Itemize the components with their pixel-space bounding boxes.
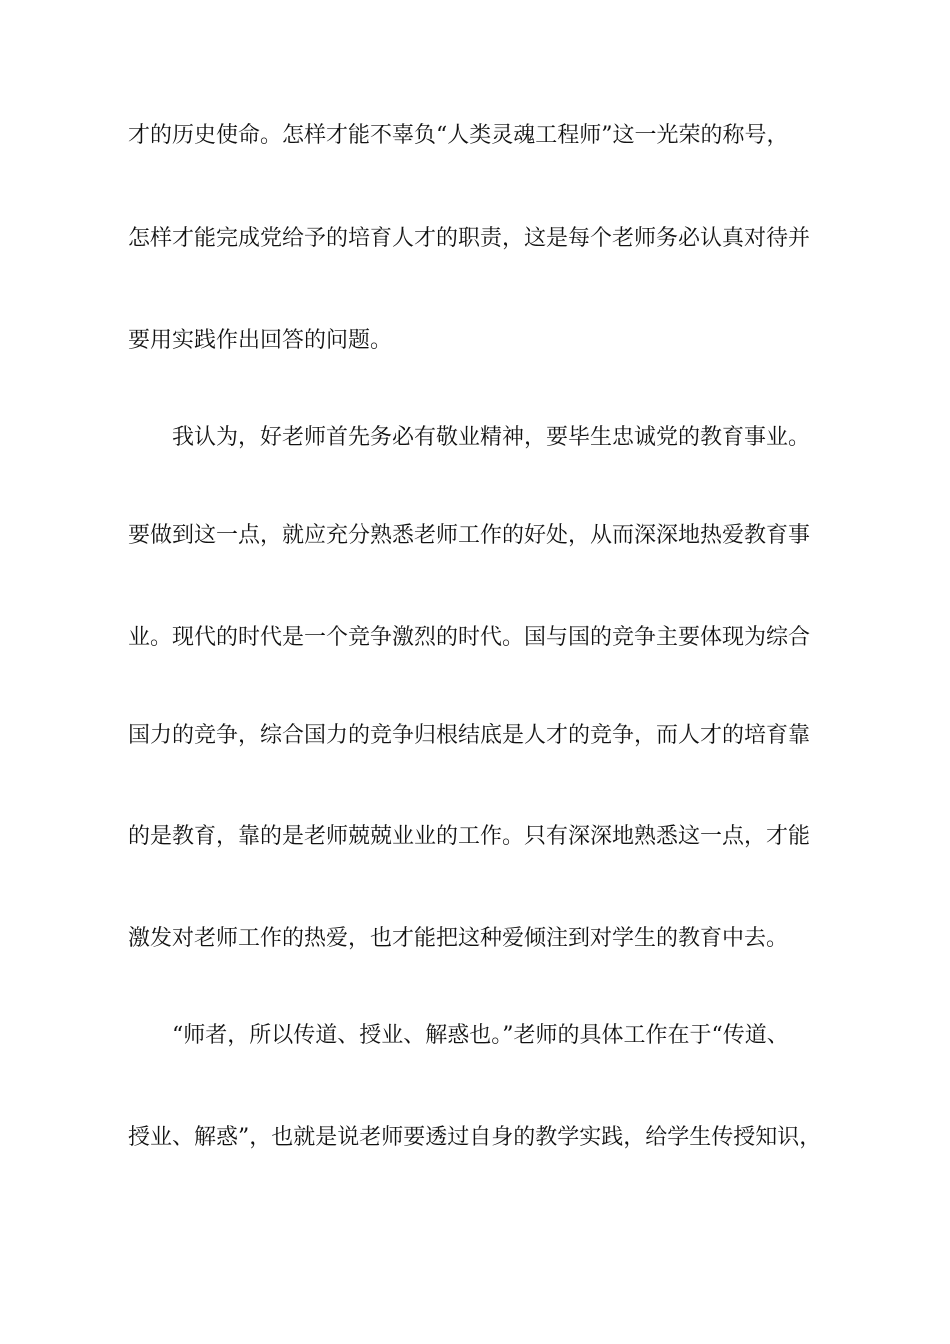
text-line: 授业、解惑”，也就是说老师要透过自身的教学实践，给学生传授知识，	[128, 1125, 822, 1150]
paragraph-start-line: “师者，所以传道、授业、解惑也。”老师的具体工作在于“传道、	[172, 1023, 789, 1048]
text-line: 业。现代的时代是一个竞争激烈的时代。国与国的竞争主要体现为综合	[128, 625, 811, 650]
text-line: 怎样才能完成党给予的培育人才的职责，这是每个老师务必认真对待并	[128, 226, 811, 251]
text-line: 国力的竞争，综合国力的竞争归根结底是人才的竞争，而人才的培育靠	[128, 723, 811, 748]
text-line: 要做到这一点，就应充分熟悉老师工作的好处，从而深深地热爱教育事	[128, 523, 811, 548]
paragraph-start-line: 我认为，好老师首先务必有敬业精神，要毕生忠诚党的教育事业。	[172, 425, 811, 450]
text-line: 的是教育，靠的是老师兢兢业业的工作。只有深深地熟悉这一点，才能	[128, 824, 811, 849]
text-line: 激发对老师工作的热爱，也才能把这种爱倾注到对学生的教育中去。	[128, 926, 789, 951]
text-line: 要用实践作出回答的问题。	[128, 328, 393, 353]
text-line: 才的历史使命。怎样才能不辜负“人类灵魂工程师”这一光荣的称号，	[128, 123, 789, 148]
